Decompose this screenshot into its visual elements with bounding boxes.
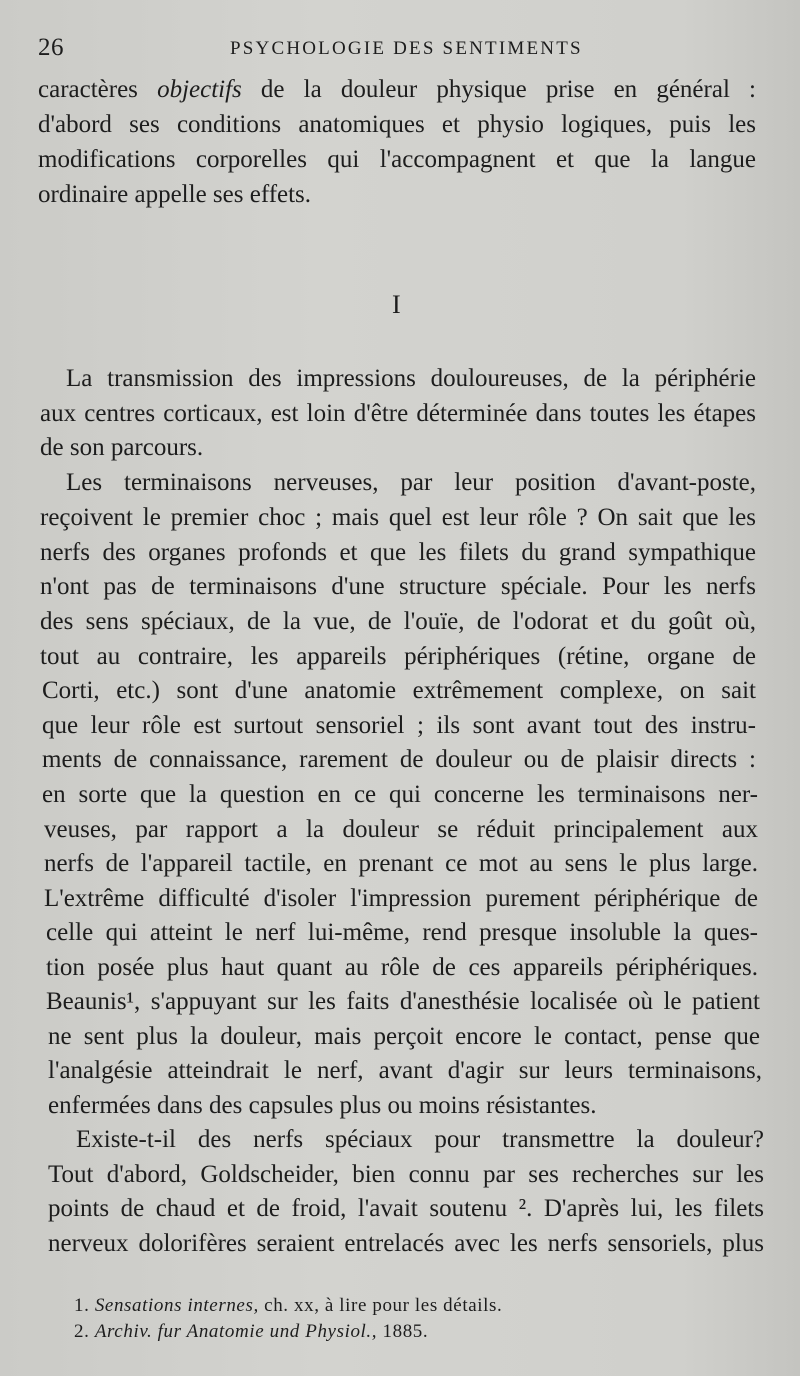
text-line: ments de connaissance, rarement de douleur ou de plaisir directs : [42, 746, 756, 773]
text-line: L'extrême difficulté d'isoler l'impression purement périphérique de [44, 885, 758, 912]
text-line: Existe-t-il des nerfs spéciaux pour transmettre la douleur? [76, 1126, 764, 1153]
text-line: caractères objectifs de la douleur physique prise en général : [38, 76, 756, 103]
text-line: nerveux dolorifères seraient entrelacés avec les nerfs sensoriels, plus [48, 1230, 764, 1257]
text-line: points de chaud et de froid, l'avait soutenu ². D'après lui, les filets [48, 1195, 764, 1222]
text-line: tion posée plus haut quant au rôle de ces appareils périphériques. [46, 954, 758, 981]
text-line: nerfs des organes profonds et que les filets du grand sympathique [40, 539, 756, 566]
text-line: en sorte que la question en ce qui concerne les terminaisons ner- [42, 781, 758, 808]
text-line: Corti, etc.) sont d'une anatomie extrêmement complexe, on sait [42, 677, 756, 704]
text-line: que leur rôle est surtout sensoriel ; ils sont avant tout des instru- [42, 712, 756, 739]
footnote-2: 2. Archiv. fur Anatomie und Physiol., 1885. [74, 1321, 429, 1342]
text-line: aux centres corticaux, est loin d'être déterminée dans toutes les étapes [40, 400, 756, 427]
page-header [38, 34, 758, 68]
text-line: reçoivent le premier choc ; mais quel est leur rôle ? On sait que les [40, 504, 756, 531]
section-number: I [392, 290, 401, 319]
running-head: PSYCHOLOGIE DES SENTIMENTS [230, 38, 583, 59]
text-line: Tout d'abord, Goldscheider, bien connu par ses recherches sur les [48, 1161, 764, 1188]
text-line: enfermées dans des capsules plus ou moins résistantes. [48, 1092, 597, 1119]
text-line: Beaunis¹, s'appuyant sur les faits d'anesthésie localisée où le patient [46, 988, 760, 1015]
text-line: Les terminaisons nerveuses, par leur position d'avant-poste, [66, 469, 756, 496]
text-line: d'abord ses conditions anatomiques et physio logiques, puis les [38, 111, 756, 138]
text-line: ne sent plus la douleur, mais perçoit encore le contact, pense que [48, 1023, 760, 1050]
text-line: de son parcours. [40, 434, 204, 461]
text-line: veuses, par rapport a la douleur se réduit principalement aux [44, 816, 758, 843]
text-line: celle qui atteint le nerf lui-même, rend presque insoluble la ques- [46, 919, 758, 946]
text-line: tout au contraire, les appareils périphériques (rétine, organe de [40, 643, 756, 670]
emphasis: objectifs [157, 76, 242, 103]
page-number: 26 [38, 34, 64, 61]
text-line: l'analgésie atteindrait le nerf, avant d'agir sur leurs terminaisons, [48, 1057, 762, 1084]
text-line: des sens spéciaux, de la vue, de l'ouïe, de l'odorat et du goût où, [40, 608, 756, 635]
text-line: modifications corporelles qui l'accompagnent et que la langue [38, 146, 756, 173]
text-line: nerfs de l'appareil tactile, en prenant ce mot au sens le plus large. [44, 850, 758, 877]
text-line: La transmission des impressions douloureuses, de la périphérie [66, 365, 756, 392]
text-line: ordinaire appelle ses effets. [38, 181, 312, 208]
text-line: n'ont pas de terminaisons d'une structure spéciale. Pour les nerfs [40, 573, 756, 600]
footnote-1: 1. Sensations internes, ch. xx, à lire pour les détails. [74, 1295, 503, 1316]
